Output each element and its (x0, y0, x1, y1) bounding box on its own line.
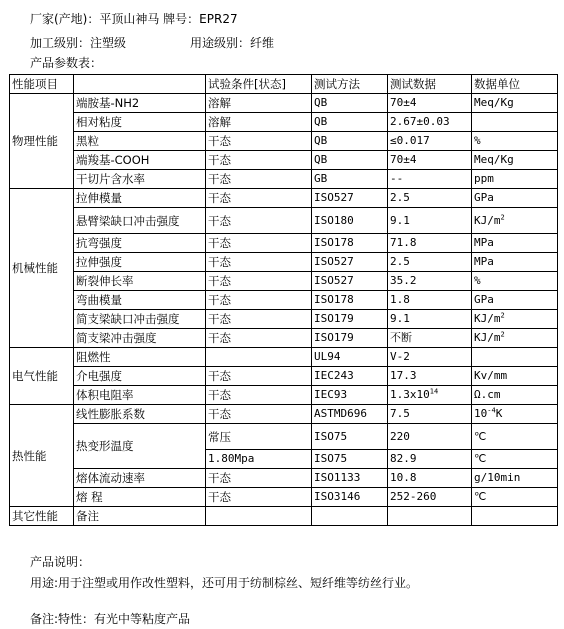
table-row (10, 424, 558, 450)
unit-cell: Ω.cm (472, 386, 558, 405)
data-superscript: 14 (429, 387, 439, 396)
unit-superscript: -4 (487, 406, 496, 415)
method-cell: ISO75 (312, 424, 388, 450)
unit-cell: Meq/Kg (472, 151, 558, 170)
header-blank (74, 75, 206, 94)
unit-text: 10 (474, 407, 488, 420)
table-row (10, 234, 558, 253)
condition-cell: 干态 (206, 272, 312, 291)
data-cell: 1.8 (388, 291, 472, 310)
unit-cell (472, 348, 558, 367)
data-cell: 71.8 (388, 234, 472, 253)
condition-cell (206, 348, 312, 367)
condition-cell: 干态 (206, 170, 312, 189)
data-cell (388, 386, 472, 405)
data-cell: 7.5 (388, 405, 472, 424)
condition-cell: 干态 (206, 189, 312, 208)
data-cell: 9.1 (388, 208, 472, 234)
method-cell: ISO180 (312, 208, 388, 234)
table-row (10, 151, 558, 170)
condition-cell: 干态 (206, 488, 312, 507)
unit-cell: MPa (472, 253, 558, 272)
unit-cell (472, 405, 558, 424)
item-cell: 简支梁缺口冲击强度 (74, 310, 206, 329)
unit-cell: % (472, 272, 558, 291)
item-cell: 熔 程 (74, 488, 206, 507)
item-cell: 熔体流动速率 (74, 469, 206, 488)
data-cell: V-2 (388, 348, 472, 367)
unit-cell (472, 113, 558, 132)
item-cell: 热变形温度 (74, 424, 206, 469)
method-cell: IEC243 (312, 367, 388, 386)
condition-cell: 1.80Mpa (206, 450, 312, 469)
unit-cell: g/10min (472, 469, 558, 488)
item-cell: 简支梁冲击强度 (74, 329, 206, 348)
condition-cell: 溶解 (206, 94, 312, 113)
header-data: 测试数据 (388, 75, 472, 94)
method-cell: QB (312, 94, 388, 113)
table-row (10, 367, 558, 386)
table-row (10, 170, 558, 189)
condition-cell: 干态 (206, 234, 312, 253)
item-cell: 阻燃性 (74, 348, 206, 367)
unit-text: KJ/m (474, 331, 501, 344)
condition-cell: 干态 (206, 405, 312, 424)
data-cell: 35.2 (388, 272, 472, 291)
method-cell (312, 507, 388, 526)
unit-superscript: 2 (500, 330, 505, 339)
table-row (10, 291, 558, 310)
group-label: 物理性能 (10, 94, 74, 189)
table-row (10, 329, 558, 348)
method-cell: QB (312, 151, 388, 170)
group-label: 其它性能 (10, 507, 74, 526)
condition-cell: 干态 (206, 386, 312, 405)
unit-cell (472, 310, 558, 329)
table-row (10, 310, 558, 329)
table-row (10, 488, 558, 507)
condition-cell: 干态 (206, 291, 312, 310)
item-cell: 断裂伸长率 (74, 272, 206, 291)
table-row (10, 94, 558, 113)
condition-cell: 干态 (206, 208, 312, 234)
header-condition: 试验条件[状态] (206, 75, 312, 94)
processing-level: 加工级别：注塑级 (30, 36, 127, 50)
unit-cell: GPa (472, 189, 558, 208)
unit-cell: Kv/mm (472, 367, 558, 386)
unit-text: KJ/m (474, 312, 501, 325)
data-cell: 252-260 (388, 488, 472, 507)
method-cell: ASTMD696 (312, 405, 388, 424)
product-description-title: 产品说明： (30, 555, 91, 569)
condition-cell: 常压 (206, 424, 312, 450)
unit-cell: Meq/Kg (472, 94, 558, 113)
item-cell: 黑粒 (74, 132, 206, 151)
item-cell: 体积电阻率 (74, 386, 206, 405)
table-row (10, 189, 558, 208)
group-label: 机械性能 (10, 189, 74, 348)
data-cell: ≤0.017 (388, 132, 472, 151)
method-cell: UL94 (312, 348, 388, 367)
data-cell: 2.5 (388, 253, 472, 272)
method-cell: IEC93 (312, 386, 388, 405)
condition-cell: 干态 (206, 367, 312, 386)
unit-cell: GPa (472, 291, 558, 310)
params-title: 产品参数表： (30, 56, 103, 70)
product-note-text: 备注:特性：有光中等粘度产品 (30, 612, 191, 626)
table-row (10, 208, 558, 234)
unit-superscript: 2 (500, 212, 505, 221)
usage-level: 用途级别：纤维 (190, 36, 275, 50)
item-cell: 介电强度 (74, 367, 206, 386)
item-cell: 线性膨胀系数 (74, 405, 206, 424)
table-row (10, 469, 558, 488)
level-line (30, 36, 275, 50)
unit-cell (472, 329, 558, 348)
item-cell: 悬臂梁缺口冲击强度 (74, 208, 206, 234)
method-cell: ISO3146 (312, 488, 388, 507)
condition-cell: 干态 (206, 132, 312, 151)
data-cell: 10.8 (388, 469, 472, 488)
method-cell: QB (312, 113, 388, 132)
group-label: 热性能 (10, 405, 74, 507)
item-cell: 干切片含水率 (74, 170, 206, 189)
method-cell: ISO527 (312, 189, 388, 208)
data-text: 1.3x10 (390, 388, 430, 401)
data-cell: 2.5 (388, 189, 472, 208)
unit-cell: ℃ (472, 450, 558, 469)
item-cell: 备注 (74, 507, 206, 526)
method-cell: ISO527 (312, 253, 388, 272)
group-label: 电气性能 (10, 348, 74, 405)
condition-cell: 干态 (206, 329, 312, 348)
item-cell: 拉伸强度 (74, 253, 206, 272)
data-cell: 2.67±0.03 (388, 113, 472, 132)
table-row (10, 272, 558, 291)
condition-cell: 溶解 (206, 113, 312, 132)
method-cell: ISO1133 (312, 469, 388, 488)
method-cell: ISO178 (312, 234, 388, 253)
table-row (10, 405, 558, 424)
method-cell: GB (312, 170, 388, 189)
item-cell: 端胺基-NH2 (74, 94, 206, 113)
data-cell: -- (388, 170, 472, 189)
header-unit: 数据单位 (472, 75, 558, 94)
data-cell: 9.1 (388, 310, 472, 329)
unit-superscript: 2 (500, 311, 505, 320)
item-cell: 拉伸模量 (74, 189, 206, 208)
unit-text: KJ/m (474, 213, 501, 227)
unit-cell: ppm (472, 170, 558, 189)
method-cell: QB (312, 132, 388, 151)
data-cell (388, 507, 472, 526)
method-cell: ISO179 (312, 329, 388, 348)
unit-cell: % (472, 132, 558, 151)
table-row (10, 113, 558, 132)
parameter-table (9, 74, 558, 526)
condition-cell (206, 507, 312, 526)
header-item: 性能项目 (10, 75, 74, 94)
data-cell: 17.3 (388, 367, 472, 386)
table-row (10, 348, 558, 367)
condition-cell: 干态 (206, 253, 312, 272)
condition-cell: 干态 (206, 310, 312, 329)
method-cell: ISO179 (312, 310, 388, 329)
product-usage-text: 用途:用于注塑或用作改性塑料，还可用于纺制棕丝、短纤维等纺丝行业。 (30, 576, 419, 590)
table-header-row (10, 75, 558, 94)
item-cell: 弯曲模量 (74, 291, 206, 310)
table-row (10, 386, 558, 405)
table-row (10, 253, 558, 272)
table-row (10, 132, 558, 151)
item-cell: 相对粘度 (74, 113, 206, 132)
item-cell: 抗弯强度 (74, 234, 206, 253)
method-cell: ISO527 (312, 272, 388, 291)
unit-tail: K (495, 407, 503, 420)
maker-brand-line: 厂家(产地)：平顶山神马 牌号：EPR27 (30, 12, 238, 26)
method-cell: ISO75 (312, 450, 388, 469)
unit-cell: MPa (472, 234, 558, 253)
data-cell: 220 (388, 424, 472, 450)
data-cell: 70±4 (388, 94, 472, 113)
data-cell: 不断 (388, 329, 472, 348)
data-cell: 82.9 (388, 450, 472, 469)
condition-cell: 干态 (206, 469, 312, 488)
unit-cell (472, 208, 558, 234)
item-cell: 端羧基-COOH (74, 151, 206, 170)
unit-cell: ℃ (472, 488, 558, 507)
unit-cell: ℃ (472, 424, 558, 450)
condition-cell: 干态 (206, 151, 312, 170)
table-row (10, 507, 558, 526)
unit-cell (472, 507, 558, 526)
method-cell: ISO178 (312, 291, 388, 310)
data-cell: 70±4 (388, 151, 472, 170)
header-method: 测试方法 (312, 75, 388, 94)
